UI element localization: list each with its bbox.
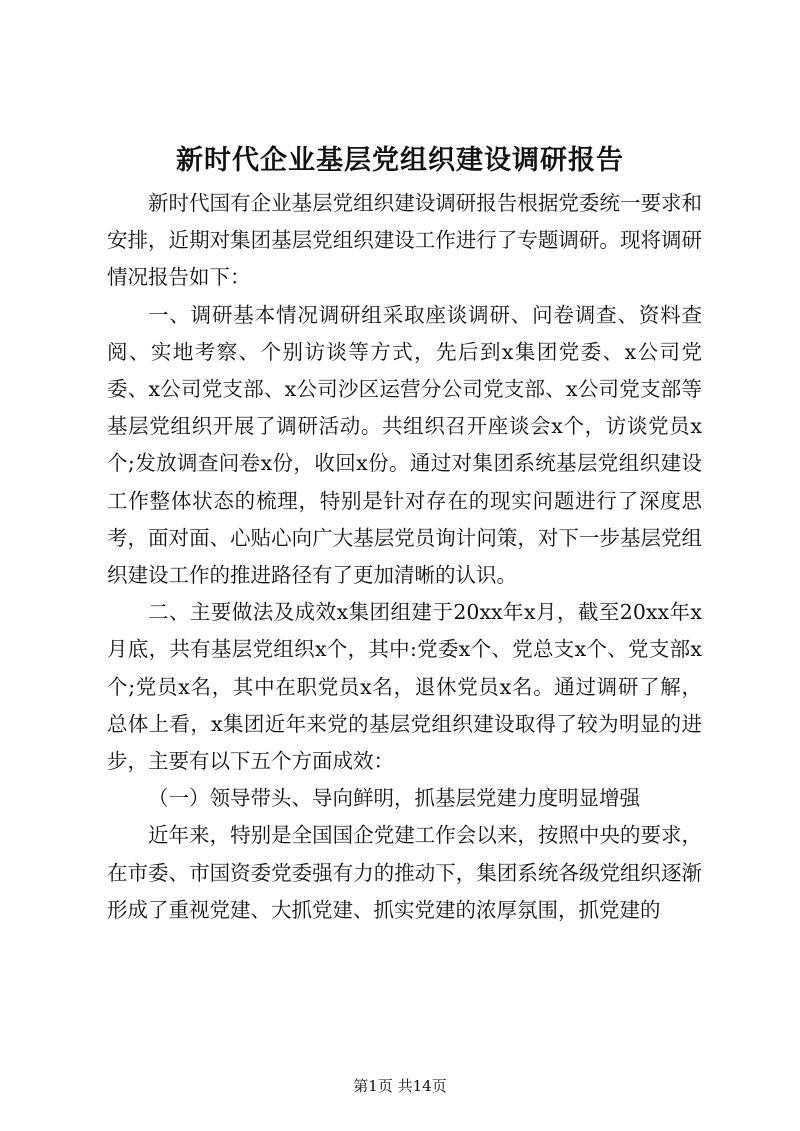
- section-one-paragraph: 一、调研基本情况调研组采取座谈调研、问卷调查、资料查阅、实地考察、个别访谈等方式，先后到x集团党委、x公司党委、x公司党支部、x公司沙区运营分公司党支部、x公司党支部等基层党组织开展了调研活动。共组织召开座谈会x个，访谈党员x个;发放调查问卷x份，收回x份。通过对集团系统基层党组织建设工作整体状态的梳理，特别是针对存在的现实问题进行了深度思考，面对面、心贴心向广大基层党员询计问策，对下一步基层党组织建设工作的推进路径有了更加清晰的认识。: [107, 302, 702, 588]
- intro-paragraph: 新时代国有企业基层党组织建设调研报告根据党委统一要求和安排，近期对集团基层党组织建设工作进行了专题调研。现将调研情况报告如下：: [107, 191, 702, 290]
- page-indicator: 第1页 共14页: [353, 1077, 447, 1095]
- section-two-paragraph: 二、主要做法及成效x集团组建于20xx年x月，截至20xx年x月底，共有基层党组织x个，其中:党委x个、党总支x个、党支部x个;党员x名，其中在职党员x名，退休党员x名。通过调研了解，总体上看，x集团近年来党的基层党组织建设取得了较为明显的进步，主要有以下五个方面成效：: [107, 600, 702, 774]
- subsection-heading: （一）领导带头、导向鲜明，抓基层党建力度明显增强: [148, 786, 640, 811]
- document-body: [107, 185, 702, 929]
- subsection-paragraph: 近年来，特别是全国国企党建工作会以来，按照中央的要求，在市委、市国资委党委强有力的推动下，集团系统各级党组织逐渐形成了重视党建、大抓党建、抓实党建的浓厚氛围，抓党建的: [107, 823, 702, 922]
- document-title: 新时代企业基层党组织建设调研报告: [176, 145, 624, 176]
